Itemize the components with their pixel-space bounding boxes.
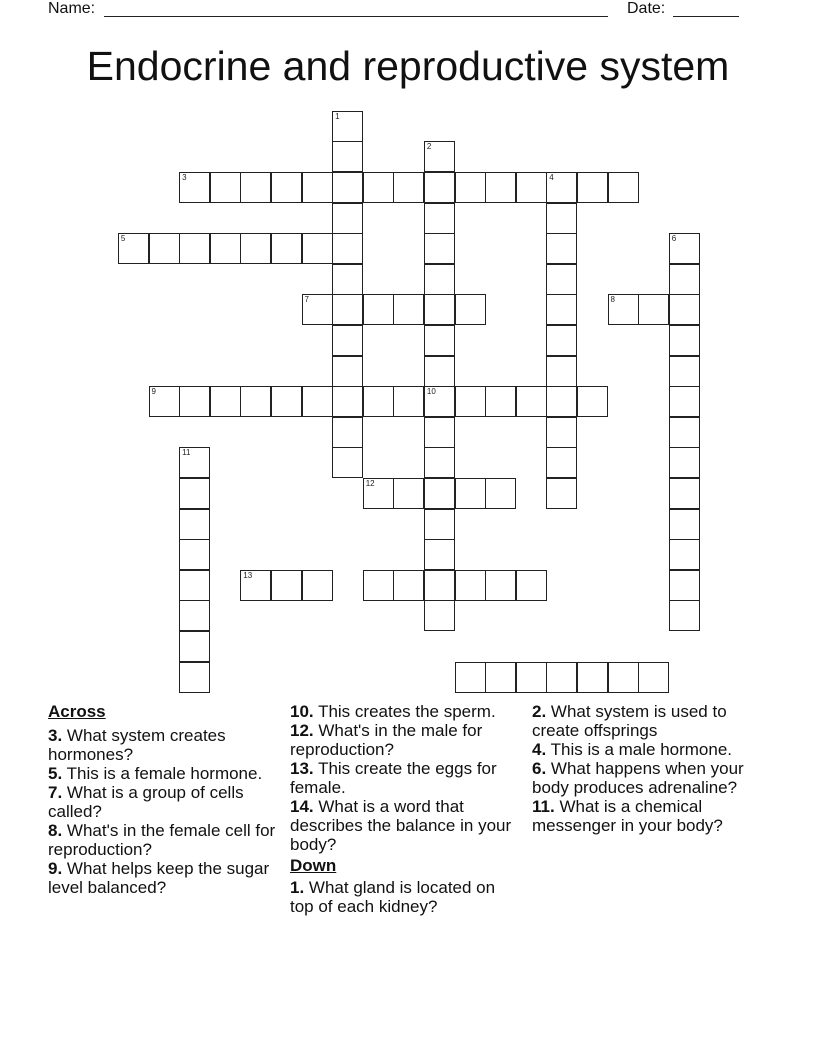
grid-cell[interactable] — [638, 662, 669, 693]
clue-number-label: 11 — [182, 448, 191, 458]
grid-cell[interactable] — [302, 570, 333, 601]
grid-cell[interactable] — [179, 539, 210, 570]
grid-cell[interactable] — [210, 233, 241, 264]
grid-cell[interactable] — [179, 509, 210, 540]
grid-cell[interactable] — [516, 386, 547, 417]
clue-number: 1. — [290, 878, 305, 897]
grid-cell[interactable] — [210, 172, 241, 203]
grid-cell[interactable] — [669, 539, 700, 570]
grid-cell[interactable] — [516, 662, 547, 693]
grid-cell[interactable] — [669, 478, 700, 509]
grid-cell[interactable] — [546, 478, 577, 509]
clue-number: 2. — [532, 702, 547, 721]
grid-cell[interactable] — [546, 233, 577, 264]
clue-text: What is a word that describes the balance in your body? — [290, 797, 512, 854]
clue-number-label: 6 — [671, 234, 677, 244]
across-heading: Across — [48, 702, 106, 721]
clue-number-label: 13 — [243, 570, 253, 580]
clue-down-11 — [532, 797, 762, 835]
clue-across-9 — [48, 859, 276, 897]
grid-cell[interactable] — [302, 294, 333, 325]
grid-cell[interactable] — [546, 172, 577, 203]
clue-number: 9. — [48, 859, 63, 878]
grid-cell[interactable] — [332, 447, 363, 478]
grid-cell[interactable] — [363, 386, 394, 417]
grid-cell[interactable] — [363, 172, 394, 203]
grid-cell[interactable] — [302, 233, 333, 264]
grid-cell[interactable] — [332, 264, 363, 295]
grid-cell[interactable] — [455, 294, 486, 325]
clue-across-5 — [48, 764, 276, 783]
grid-cell[interactable] — [210, 386, 241, 417]
grid-cell[interactable] — [424, 356, 455, 387]
grid-cell[interactable] — [546, 264, 577, 295]
grid-cell[interactable] — [608, 294, 639, 325]
grid-cell[interactable] — [424, 294, 455, 325]
grid-cell[interactable] — [608, 662, 639, 693]
grid-cell[interactable] — [424, 386, 455, 417]
grid-cell[interactable] — [271, 172, 302, 203]
clue-number-label: 12 — [365, 479, 375, 488]
grid-cell[interactable] — [302, 172, 333, 203]
grid-cell[interactable] — [669, 264, 700, 295]
grid-cell[interactable] — [271, 386, 302, 417]
clue-number-label: 1 — [335, 111, 340, 121]
grid-cell[interactable] — [179, 662, 210, 693]
clue-text: What happens when your body produces adrenaline? — [532, 759, 744, 797]
grid-cell[interactable] — [302, 386, 333, 417]
grid-cell[interactable] — [424, 570, 455, 601]
grid-cell[interactable] — [669, 447, 700, 478]
grid-cell[interactable] — [546, 356, 577, 387]
clues-column-1 — [48, 702, 276, 897]
grid-cell[interactable] — [332, 386, 363, 417]
grid-cell[interactable] — [546, 325, 577, 356]
grid-cell[interactable] — [179, 570, 210, 601]
clue-number-label: 3 — [182, 173, 187, 182]
grid-cell[interactable] — [669, 325, 700, 356]
name-field[interactable] — [104, 16, 608, 17]
grid-cell[interactable] — [179, 600, 210, 631]
grid-cell[interactable] — [669, 294, 700, 325]
grid-cell[interactable] — [179, 631, 210, 662]
date-label: Date: — [627, 0, 666, 17]
grid-cell[interactable] — [669, 356, 700, 387]
grid-cell[interactable] — [424, 600, 455, 631]
clue-number: 10. — [290, 702, 314, 721]
clue-across-3 — [48, 726, 276, 764]
clue-text: What is a group of cells called? — [48, 783, 244, 821]
clue-text: What gland is located on top of each kidney? — [290, 878, 496, 916]
grid-cell[interactable] — [577, 172, 608, 203]
clue-number-label: 8 — [610, 295, 615, 305]
clue-across-7 — [48, 783, 276, 821]
grid-cell[interactable] — [240, 386, 271, 417]
grid-cell[interactable] — [424, 172, 455, 203]
grid-cell[interactable] — [332, 233, 363, 264]
clue-across-10 — [290, 702, 518, 721]
grid-cell[interactable] — [393, 386, 424, 417]
grid-cell[interactable] — [485, 662, 516, 693]
grid-cell[interactable] — [424, 539, 455, 570]
clue-text: What helps keep the sugar level balanced? — [48, 859, 270, 897]
grid-cell[interactable] — [424, 203, 455, 234]
clue-number-label: 9 — [151, 387, 156, 397]
clue-text: This create the eggs for female. — [290, 759, 497, 797]
grid-cell[interactable] — [363, 478, 394, 509]
grid-cell[interactable] — [546, 294, 577, 325]
grid-cell[interactable] — [179, 447, 210, 478]
grid-cell[interactable] — [332, 141, 363, 172]
clue-number: 8. — [48, 821, 63, 840]
clue-text: This is a female hormone. — [66, 764, 263, 783]
grid-cell[interactable] — [424, 447, 455, 478]
grid-cell[interactable] — [271, 570, 302, 601]
clue-number-label: 7 — [304, 295, 309, 305]
grid-cell[interactable] — [332, 203, 363, 234]
grid-cell[interactable] — [608, 172, 639, 203]
grid-cell[interactable] — [332, 356, 363, 387]
grid-cell[interactable] — [149, 386, 180, 417]
clue-text: What's in the female cell for reproduction? — [48, 821, 276, 859]
down-heading: Down — [290, 856, 337, 875]
grid-cell[interactable] — [149, 233, 180, 264]
clue-number: 7. — [48, 783, 63, 802]
clue-text: What system creates hormones? — [48, 726, 226, 764]
grid-cell[interactable] — [424, 141, 455, 172]
clue-number: 4. — [532, 740, 547, 759]
grid-cell[interactable] — [485, 172, 516, 203]
date-field[interactable] — [673, 16, 739, 17]
grid-cell[interactable] — [485, 570, 516, 601]
grid-cell[interactable] — [271, 233, 302, 264]
grid-cell[interactable] — [546, 662, 577, 693]
grid-cell[interactable] — [332, 172, 363, 203]
grid-cell[interactable] — [669, 600, 700, 631]
grid-cell[interactable] — [332, 111, 363, 142]
grid-cell[interactable] — [424, 325, 455, 356]
clue-text: This creates the sperm. — [318, 702, 496, 721]
grid-cell[interactable] — [179, 386, 210, 417]
grid-cell[interactable] — [516, 570, 547, 601]
clue-number: 13. — [290, 759, 314, 778]
clue-number: 6. — [532, 759, 547, 778]
clue-number: 14. — [290, 797, 314, 816]
grid-cell[interactable] — [424, 233, 455, 264]
clue-number: 11. — [532, 797, 555, 816]
grid-cell[interactable] — [546, 447, 577, 478]
grid-cell[interactable] — [546, 203, 577, 234]
clues-column-2 — [290, 702, 518, 916]
clue-down-1 — [290, 878, 518, 916]
grid-cell[interactable] — [485, 386, 516, 417]
grid-cell[interactable] — [669, 509, 700, 540]
grid-cell[interactable] — [455, 172, 486, 203]
clue-down-6 — [532, 759, 762, 797]
worksheet-header — [48, 0, 748, 20]
grid-cell[interactable] — [669, 570, 700, 601]
clue-across-12 — [290, 721, 518, 759]
grid-cell[interactable] — [424, 264, 455, 295]
grid-cell[interactable] — [363, 294, 394, 325]
grid-cell[interactable] — [393, 570, 424, 601]
grid-cell[interactable] — [669, 386, 700, 417]
clue-number-label: 4 — [549, 173, 554, 182]
grid-cell[interactable] — [393, 478, 424, 509]
grid-cell[interactable] — [669, 233, 700, 264]
grid-cell[interactable] — [240, 570, 271, 601]
grid-cell[interactable] — [516, 172, 547, 203]
grid-cell[interactable] — [424, 509, 455, 540]
grid-cell[interactable] — [455, 478, 486, 509]
grid-cell[interactable] — [546, 386, 577, 417]
grid-cell[interactable] — [393, 172, 424, 203]
grid-cell[interactable] — [455, 570, 486, 601]
clue-text: What is a chemical messenger in your body? — [532, 797, 723, 835]
clue-number: 3. — [48, 726, 63, 745]
clue-text: What system is used to create offsprings — [532, 702, 727, 740]
grid-cell[interactable] — [179, 172, 210, 203]
grid-cell[interactable] — [332, 294, 363, 325]
grid-cell[interactable] — [669, 417, 700, 448]
clue-number-label: 5 — [120, 234, 126, 244]
clue-down-2 — [532, 702, 762, 740]
clues-column-3 — [532, 702, 762, 835]
grid-cell[interactable] — [577, 662, 608, 693]
grid-cell[interactable] — [240, 172, 271, 203]
grid-cell[interactable] — [118, 233, 149, 264]
clue-number: 12. — [290, 721, 314, 740]
grid-cell[interactable] — [638, 294, 669, 325]
grid-cell[interactable] — [455, 386, 486, 417]
grid-cell[interactable] — [485, 478, 516, 509]
grid-cell[interactable] — [179, 478, 210, 509]
grid-cell[interactable] — [332, 325, 363, 356]
grid-cell[interactable] — [424, 478, 455, 509]
grid-cell[interactable] — [332, 417, 363, 448]
clue-across-14 — [290, 797, 518, 854]
grid-cell[interactable] — [577, 386, 608, 417]
clue-text: What's in the male for reproduction? — [290, 721, 483, 759]
grid-cell[interactable] — [393, 294, 424, 325]
grid-cell[interactable] — [546, 417, 577, 448]
clue-number: 5. — [48, 764, 63, 783]
page-title: Endocrine and reproductive system — [86, 43, 730, 89]
grid-cell[interactable] — [240, 233, 271, 264]
grid-cell[interactable] — [363, 570, 394, 601]
grid-cell[interactable] — [179, 233, 210, 264]
name-label: Name: — [48, 0, 96, 17]
grid-cell[interactable] — [455, 662, 486, 693]
grid-cell[interactable] — [424, 417, 455, 448]
clue-number-label: 2 — [426, 142, 432, 152]
clue-across-13 — [290, 759, 518, 797]
clue-number-label: 10 — [426, 387, 436, 397]
clue-across-8 — [48, 821, 276, 859]
clue-down-4 — [532, 740, 762, 759]
clue-text: This is a male hormone. — [550, 740, 733, 759]
